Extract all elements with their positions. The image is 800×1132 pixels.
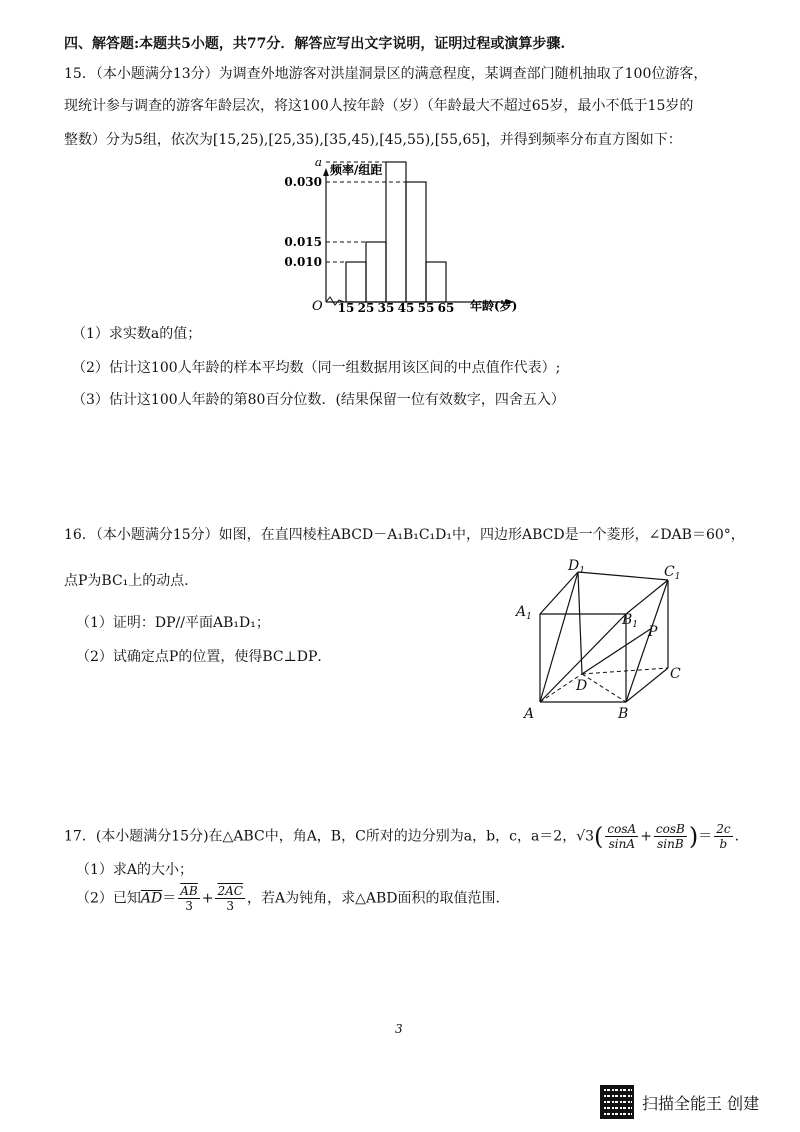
fraction-2AC-3: $\frac{2AC}{3}$	[217, 884, 243, 913]
vertex-label-D: D	[576, 678, 588, 694]
x-tick-label: 45	[397, 301, 415, 315]
q17-part-2	[76, 884, 500, 913]
vector-AD: $\overline{AD}$	[140, 890, 163, 907]
q15-line-1: 15．（本小题满分13分）为调查外地游客对洪崖洞景区的满意程度，某调查部门随机抽取了100位游客，	[64, 66, 708, 82]
qr-code-icon	[600, 1085, 634, 1119]
x-tick-label: 65	[437, 301, 455, 315]
fraction-cosA-sinA: $\frac{\cos A}{\sin A}$	[607, 822, 637, 851]
edge-DP	[582, 628, 652, 674]
y-tick-label: 0.030	[284, 175, 322, 189]
point-label-P: P	[648, 624, 658, 640]
q16-line-2: 点P为BC₁上的动点．	[64, 573, 199, 589]
vertex-label-A1: $A_1$	[516, 604, 532, 622]
fraction-2c-b: $\frac{2c}{b}$	[716, 822, 731, 851]
section-heading: 四、解答题:本题共5小题，共77分．解答应写出文字说明，证明过程或演算步骤.	[64, 36, 566, 52]
paren-left: (	[594, 822, 604, 851]
x-tick-label: 35	[377, 301, 395, 315]
vertex-label-B1: $B_1$	[622, 612, 639, 630]
equals-sign-2: ＝	[162, 890, 177, 907]
q17-part-2-suffix: ，若A为钝角，求△ABD面积的取值范围.	[246, 890, 500, 907]
q15-part-3: （3）估计这100人年龄的第80百分位数．(结果保留一位有效数字，四舍五入）	[72, 392, 565, 408]
q16-line-1: 16．（本小题满分15分）如图，在直四棱柱ABCD－A₁B₁C₁D₁中，四边形ABCD是一个菱形，∠DAB＝60°，	[64, 527, 745, 543]
x-tick-label: 55	[417, 301, 435, 315]
y-tick-label: a	[314, 160, 322, 169]
q17-intro: 17．(本小题满分15分)在△ABC中，角A，B，C所对的边分别为a，b，c，a＝2，	[64, 828, 577, 845]
histogram-bar	[386, 162, 406, 302]
period: .	[734, 828, 740, 845]
y-tick-label: 0.010	[284, 255, 322, 269]
q17-part-2-prefix: （2）已知	[76, 890, 141, 907]
vertex-label-C: C	[670, 666, 681, 682]
plus-sign-2: +	[201, 890, 214, 907]
hidden-edge-DC	[582, 668, 668, 674]
y-axis-label: 频率/组距	[330, 163, 383, 177]
prism-figure	[510, 558, 710, 728]
histogram-bar	[346, 262, 366, 302]
frequency-histogram	[280, 160, 540, 320]
q17-part-1: （1）求A的大小；	[76, 862, 194, 878]
fraction-cosB-sinB: $\frac{\cos B}{\sin B}$	[655, 822, 685, 851]
q15-line-3: 整数）分为5组，依次为[15,25),[25,35),[35,45),[45,55),[55,65]，并得到频率分布直方图如下：	[64, 132, 682, 148]
q15-part-2: （2）估计这100人年龄的样本平均数（同一组数据用该区间的中点值作代表）;	[72, 360, 561, 376]
hidden-edge-DB	[582, 674, 626, 702]
q16-part-1: （1）证明：DP//平面AB₁D₁；	[76, 615, 270, 631]
page-number: 3	[395, 1022, 403, 1036]
q16-part-2: （2）试确定点P的位置，使得BC⊥DP．	[76, 649, 332, 665]
y-axis-arrow	[323, 168, 329, 176]
q15-line-2: 现统计参与调查的游客年龄层次，将这100人按年龄（岁）（年龄最大不超过65岁，最小不低于15岁的	[64, 98, 694, 114]
q17-line-1	[64, 822, 739, 851]
fraction-AB-3: $\frac{\overline{AB}}{3}$	[180, 884, 198, 913]
sqrt-3: √3	[576, 828, 595, 845]
edge-C1D1	[578, 572, 668, 580]
origin-label: O	[312, 299, 323, 314]
x-tick-label: 15	[337, 301, 355, 315]
paren-right: )	[688, 822, 699, 851]
vertex-label-D1: $D_1$	[568, 558, 585, 576]
q15-part-1: （1）求实数a的值；	[72, 326, 202, 342]
vertex-label-B: B	[618, 706, 629, 722]
histogram-bar	[366, 242, 386, 302]
x-axis-label: 年龄(岁)	[470, 299, 518, 313]
histogram-bar	[426, 262, 446, 302]
scanner-watermark	[600, 1082, 790, 1122]
edge-D1D	[578, 572, 582, 674]
histogram-bar	[406, 182, 426, 302]
x-tick-label: 25	[357, 301, 375, 315]
plus-sign: +	[640, 828, 652, 845]
y-tick-label: 0.015	[284, 235, 322, 249]
equals-sign: ＝	[698, 828, 713, 845]
scanner-label: 扫描全能王 创建	[642, 1093, 760, 1113]
vertex-label-A: A	[524, 706, 535, 722]
vertex-label-C1: $C_1$	[664, 564, 681, 582]
